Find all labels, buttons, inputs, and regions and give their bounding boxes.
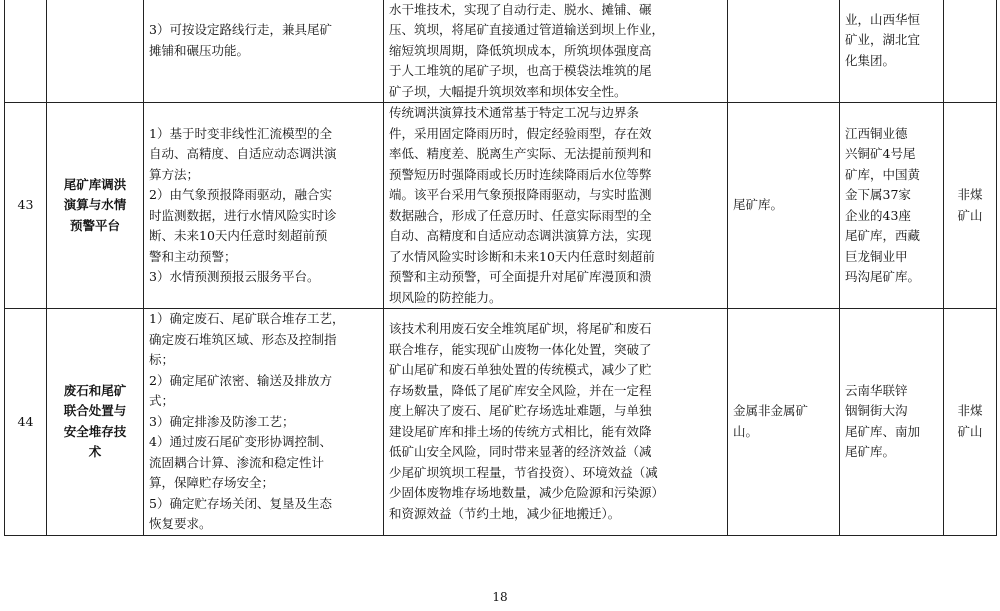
text-line: 术	[88, 444, 102, 460]
text-line: 江西铜业德	[845, 125, 908, 141]
text-line: 山。	[733, 423, 759, 439]
text-line: 5）确定贮存场关闭、复垦及生态	[149, 495, 332, 511]
text-line: 端。该平台采用气象预报降雨驱动，与实时监测	[389, 187, 652, 202]
text-line: 巨龙铜业甲	[845, 248, 908, 264]
text-line: 矿业，湖北宜	[845, 32, 921, 48]
application-scope-cell	[728, 0, 840, 103]
text-line: 低矿山安全风险，同时带来显著的经济效益（减	[389, 444, 652, 460]
text-line: 尾矿库，西藏	[845, 228, 921, 243]
typical-cases-cell	[840, 309, 944, 536]
text-line: 式；	[149, 393, 175, 408]
text-line: 矿山	[957, 207, 983, 223]
text-line: 安全堆存技	[63, 423, 127, 439]
table-row	[5, 103, 997, 309]
text-line: 联合堆存，能实现矿山废物一体化处置，突破了	[389, 341, 652, 357]
text-line: 警和主动预警；	[149, 248, 237, 264]
text-line: 化集团。	[845, 52, 896, 68]
text-line: 算方法；	[149, 166, 200, 182]
text-line: 缩短筑坝周期，降低筑坝成本，所筑坝体强度高	[389, 42, 652, 58]
text-line: 了水情风险实时诊断和未来10天内任意时刻超前	[389, 248, 655, 264]
application-scope-cell	[728, 103, 840, 309]
text-line: 摊铺和碾压功能。	[149, 42, 250, 58]
text-line: 和资源效益（节约土地，减少征地搬迁）。	[389, 505, 621, 521]
text-line: 尾矿库。	[733, 197, 784, 213]
page-number: 18	[492, 590, 508, 604]
application-scope-cell	[728, 309, 840, 536]
text-line: 自动、高精度、自适应动态调洪演	[149, 146, 337, 161]
typical-cases-cell	[840, 103, 944, 309]
typical-cases-cell	[840, 0, 944, 103]
text-line: 4）通过废石尾矿变形协调控制、	[149, 434, 332, 449]
technology-name	[47, 103, 144, 309]
text-line: 金下属37家	[845, 187, 911, 202]
text-line: 2）由气象预报降雨驱动，融合实	[149, 187, 332, 202]
text-line: 标；	[149, 352, 175, 367]
text-line: 自动、高精度和自适应动态调洪演算方法，实现	[389, 228, 652, 243]
text-line: 存场数量，降低了尾矿库安全风险，并在一定程	[389, 382, 652, 398]
text-line: 1）确定废石、尾矿联合堆存工艺，	[149, 311, 345, 326]
text-line: 传统调洪演算技术通常基于特定工况与边界条	[389, 105, 640, 120]
text-line: 率低、精度差、脱离生产实际、无法提前预判和	[389, 146, 652, 161]
category-cell	[944, 309, 997, 536]
text-line: 非煤	[957, 187, 983, 202]
text-line: 该技术利用废石安全堆筑尾矿坝，将尾矿和废石	[389, 321, 652, 337]
text-line: 1）基于时变非线性汇流模型的全	[149, 125, 332, 141]
text-line: 尾矿库、南加	[845, 423, 921, 439]
row-number: 43	[5, 103, 47, 309]
text-line: 算，保障贮存场安全；	[149, 475, 275, 490]
text-line: 业，山西华恒	[845, 11, 921, 27]
text-line: 3）可按设定路线行走，兼具尾矿	[149, 22, 332, 37]
text-line: 确定废石堆筑区域、形态及控制指	[149, 331, 337, 347]
description-cell	[384, 0, 728, 103]
text-line: 水干堆技术，实现了自动行走、脱水、摊铺、碾	[389, 1, 652, 17]
main-content-cell	[144, 0, 384, 103]
text-line: 铟铜街大沟	[845, 403, 908, 419]
text-line: 矿山	[957, 423, 983, 439]
text-line: 预警平台	[69, 217, 120, 233]
category-cell	[944, 103, 997, 309]
main-content-cell	[144, 309, 384, 536]
text-line: 云南华联锌	[845, 382, 908, 398]
technology-name	[47, 309, 144, 536]
text-line: 非煤	[957, 403, 983, 419]
text-line: 尾矿库。	[845, 444, 896, 460]
text-line: 少固体废物堆存场地数量，减少危险源和污染源）	[389, 485, 665, 501]
text-line: 2）确定尾矿浓密、输送及排放方	[149, 372, 332, 388]
text-line: 矿山尾矿和废石单独处置的传统模式，减少了贮	[389, 362, 652, 378]
text-line: 金属非金属矿	[733, 403, 809, 419]
text-line: 3）确定排渗及防渗工艺；	[149, 413, 295, 429]
text-line: 预警短历时强降雨或长历时连续降雨后水位等弊	[389, 166, 652, 182]
category-cell	[944, 0, 997, 103]
text-line: 预警和主动预警，可全面提升对尾矿库漫顶和溃	[389, 269, 652, 284]
text-line: 玛沟尾矿库。	[845, 269, 921, 284]
text-line: 兴铜矿4号尾	[845, 146, 916, 161]
main-content-cell	[144, 103, 384, 309]
text-line: 尾矿库调洪	[63, 176, 127, 192]
text-line: 3）水情预测预报云服务平台。	[149, 269, 320, 284]
text-line: 联合处置与	[63, 403, 127, 419]
text-line: 演算与水情	[63, 197, 127, 213]
text-line: 废石和尾矿	[63, 382, 127, 398]
text-line: 坝风险的防控能力。	[389, 289, 502, 305]
text-line: 断、未来10天内任意时刻超前预	[149, 228, 328, 243]
text-line: 压、筑坝，将尾矿直接通过管道输送到坝上作业，	[389, 22, 665, 37]
text-line: 少尾矿坝筑坝工程量，节省投资）、环境效益（减	[389, 464, 658, 480]
description-cell	[384, 309, 728, 536]
text-line: 建设尾矿库和排土场的传统方式相比，能有效降	[389, 423, 652, 439]
text-line: 矿子坝，大幅提升筑坝效率和坝体安全性。	[389, 83, 627, 99]
text-line: 数据融合，形成了任意历时、任意实际雨型的全	[389, 207, 652, 223]
text-line: 件，采用固定降雨历时，假定经验雨型，存在效	[389, 125, 652, 141]
technology-name	[47, 0, 144, 103]
text-line: 流固耦合计算、渗流和稳定性计	[149, 454, 325, 470]
text-line: 矿库，中国黄	[845, 166, 921, 182]
row-number: 44	[5, 309, 47, 536]
technology-table	[4, 0, 997, 536]
description-cell	[384, 103, 728, 309]
text-line: 于人工堆筑的尾矿子坝，也高于模袋法堆筑的尾	[389, 63, 652, 78]
table-row	[5, 309, 997, 536]
text-line: 恢复要求。	[149, 516, 212, 531]
text-line: 度上解决了废石、尾矿贮存场选址难题，与单独	[389, 403, 652, 419]
text-line: 时监测数据，进行水情风险实时诊	[149, 207, 337, 223]
text-line: 企业的43座	[845, 207, 911, 223]
row-number	[5, 0, 47, 103]
table-row	[5, 0, 997, 103]
